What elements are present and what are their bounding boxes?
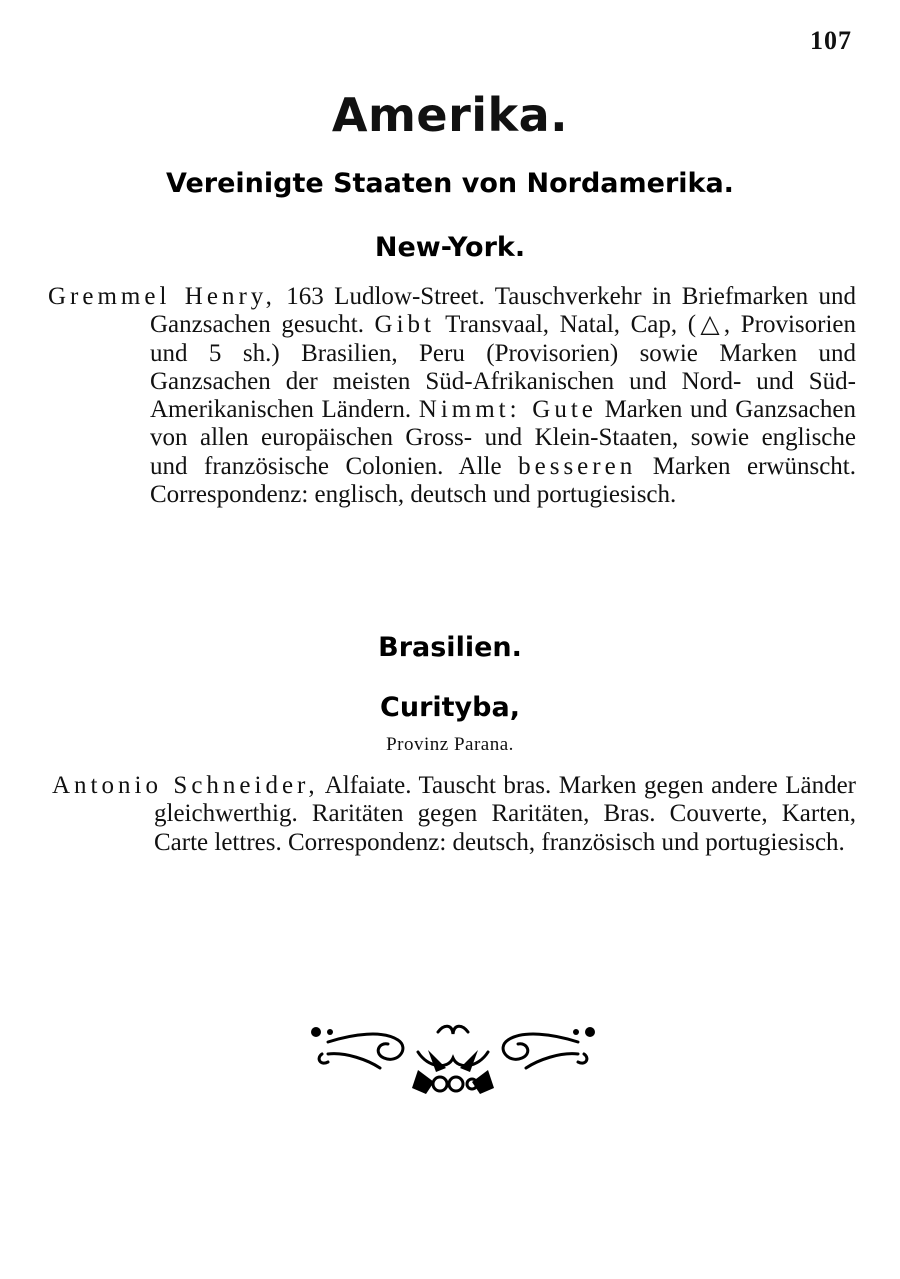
decorative-ornament-icon xyxy=(308,1012,598,1102)
nimmt-label: Nimmt: xyxy=(418,396,521,424)
page-number: 107 xyxy=(810,26,852,55)
city-heading-curityba: Curityba, xyxy=(380,692,520,723)
listing-entry-gremmel xyxy=(48,283,856,509)
entry-closing: Marken erwünscht. Correspondenz: englisch, deutsch und portugiesisch. xyxy=(150,452,856,509)
gibt-text: Transvaal, Natal, Cap, (△, Provisorien und 5 sh.) Brasilien, Peru (Provisorien) sowie Marken und Ganzsachen der meisten Süd-Afrikanischen und Nord- und Süd-Amerikanischen Ländern. xyxy=(150,311,856,424)
entry-name: Antonio Schneider, xyxy=(52,772,319,799)
nimmt-text: Marken und Ganzsachen von allen europäischen Gross- und Klein-Staaten, sowie englische und französische Colonien. Alle xyxy=(150,396,856,480)
country-heading-usa: Vereinigte Staaten von Nordamerika. xyxy=(166,168,734,199)
entry-name: Gremmel Henry, xyxy=(48,283,276,310)
city-heading-new-york: New-York. xyxy=(374,232,526,263)
entry-text: Alfaiate. Tauscht bras. Marken gegen andere Länder gleichwerthig. Raritäten gegen Raritäten, Bras. Couverte, Karten, Carte lettres. Correspondenz: deutsch, französisch und portugiesisch. xyxy=(154,772,856,856)
gibt-label: Gibt xyxy=(374,311,435,339)
province-subheading: Provinz Parana. xyxy=(386,734,514,755)
besseren-word: besseren xyxy=(518,452,637,480)
country-heading-brasilien: Brasilien. xyxy=(378,632,522,663)
listing-entry-schneider xyxy=(52,772,856,857)
page-title: Amerika. xyxy=(331,88,569,142)
entry-text: 163 Ludlow-Street. Tauschverkehr in Briefmarken und Ganzsachen gesucht. xyxy=(150,283,856,339)
nimmt-gute: Gute xyxy=(520,396,597,424)
